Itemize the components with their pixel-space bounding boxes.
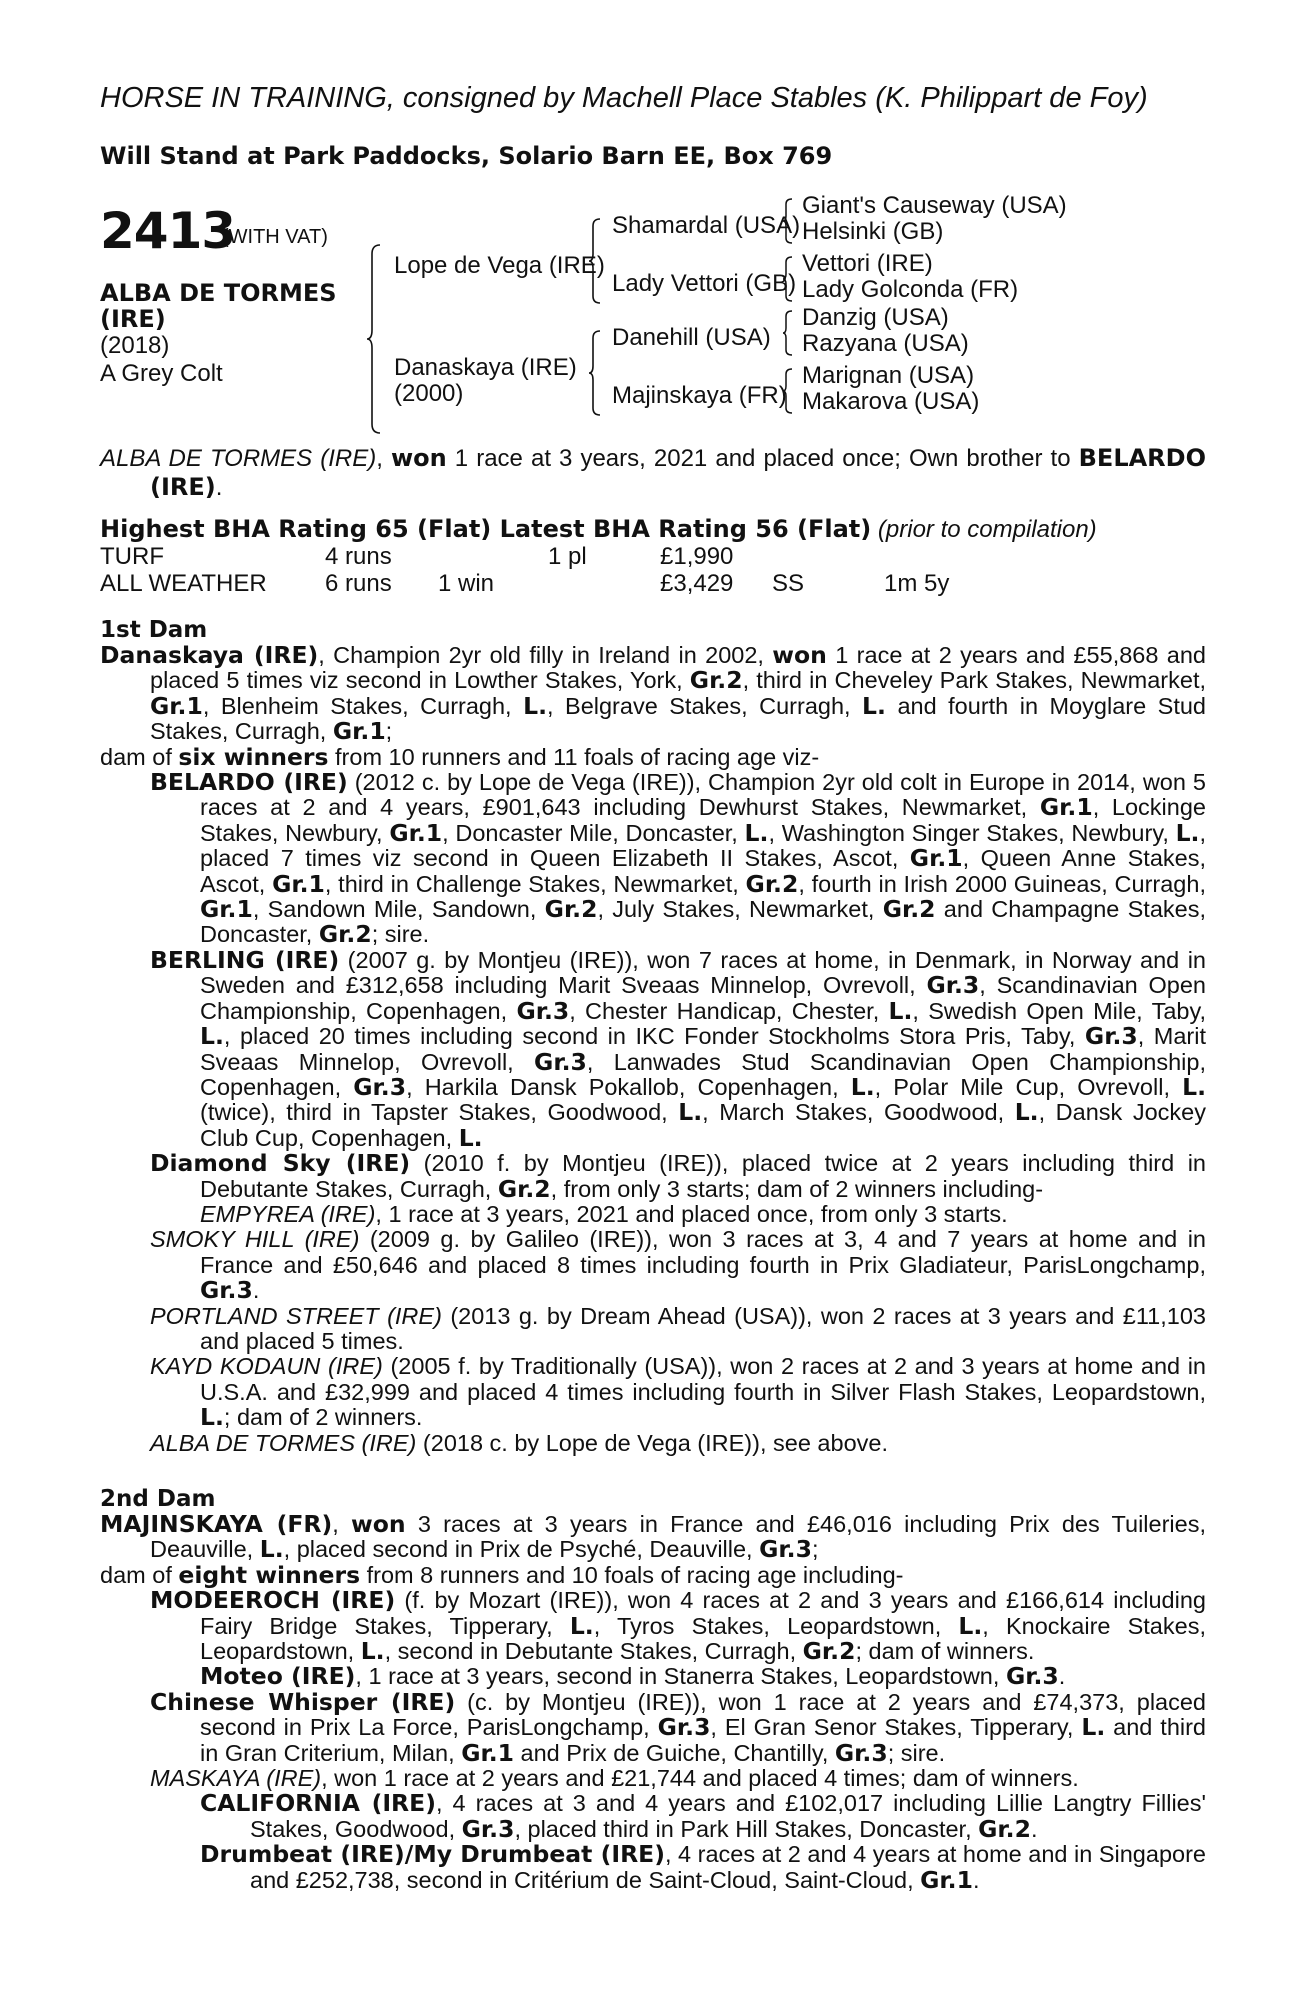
grade: Gr.3	[534, 1047, 587, 1076]
bracket-main	[366, 244, 382, 434]
pedigree-ds: Danehill (USA)	[612, 324, 771, 351]
pedigree-dsd: Razyana (USA)	[802, 330, 969, 357]
bracket-dam	[588, 330, 602, 416]
grade: Gr.2	[318, 920, 372, 949]
winners-count: six winners	[178, 742, 329, 771]
bracket-sire	[588, 218, 602, 304]
grade: Gr.1	[200, 895, 253, 924]
grade: Gr.1	[272, 869, 325, 898]
grade: Gr.2	[978, 1814, 1031, 1843]
intro-paragraph: ALBA DE TORMES (IRE), won 1 race at 3 years, 2021 and placed once; Own brother to BELARDO (IRE).	[100, 444, 1206, 501]
produce-name: MODEEROCH (IRE)	[150, 1586, 396, 1615]
grade: L.	[569, 1611, 594, 1640]
grade: L.	[678, 1098, 703, 1127]
horse-name-line2: (IRE)	[100, 305, 166, 333]
txt: , second in Debutante Stakes, Curragh,	[384, 1638, 803, 1665]
txt: (2007 g. by Montjeu (IRE)), won 7 races at home, in Denmark, in Norway and in Sweden and £312,658 including Marit Sveaas Minnelop, Ovrevoll,	[200, 946, 1206, 999]
intro-horse-name: ALBA DE TORMES (IRE)	[100, 445, 377, 472]
pedigree-sds: Vettori (IRE)	[802, 250, 933, 277]
pedigree-dds: Marignan (USA)	[802, 362, 975, 389]
grade: L.	[850, 1072, 875, 1101]
pedigree-ss: Shamardal (USA)	[612, 212, 801, 239]
txt: and Prix de Guiche, Chantilly,	[514, 1739, 835, 1766]
record-code	[772, 543, 884, 570]
txt: (2005 f. by Traditionally (USA)), won 2 races at 2 and 3 years at home and in U.S.A. and £32,999 and placed 4 times including fourth in Silver Flash Stakes, Leopardstown,	[200, 1353, 1206, 1405]
produce-berling	[100, 945, 1207, 1152]
pedigree-sd: Lady Vettori (GB)	[612, 270, 797, 297]
txt: , Washington Singer Stakes, Newbury,	[768, 819, 1176, 846]
first-dam-paragraph	[100, 643, 1206, 745]
txt: ; sire.	[887, 1739, 946, 1766]
pedigree-sire: Lope de Vega (IRE)	[394, 252, 605, 279]
second-dam-produce-summary	[100, 1560, 1206, 1589]
grade: Gr.1	[920, 1865, 973, 1894]
txt: , third in Challenge Stakes, Newmarket,	[324, 870, 746, 897]
grade: L.	[958, 1611, 983, 1640]
produce-smoky-hill	[100, 1227, 1206, 1303]
txt: , Lockinge Stakes, Newbury,	[200, 794, 1206, 846]
dam-name: MAJINSKAYA (FR)	[100, 1510, 333, 1538]
grade: Gr.3	[516, 996, 570, 1025]
txt: (c. by Montjeu (IRE)), won 1 race at 2 years and £74,373, placed second in Prix La Force, ParisLongchamp,	[200, 1688, 1206, 1741]
txt: , 4 races at 3 and 4 years and £102,017 including Lillie Langtry Fillies' Stakes, Goodwood,	[250, 1790, 1206, 1842]
horse-name	[100, 280, 337, 332]
grade: L.	[360, 1637, 385, 1666]
txt: , placed second in Prix de Psyché, Deauville,	[283, 1536, 760, 1563]
grade: Gr.2	[544, 895, 598, 924]
bracket-ds	[782, 310, 794, 356]
bracket-sd	[782, 256, 794, 302]
record-prize: £1,990	[660, 543, 734, 570]
grade: Gr.2	[802, 1637, 856, 1666]
txt: , Harkila Dansk Pokallob, Copenhagen,	[406, 1073, 851, 1100]
horse-year: (2018)	[100, 332, 170, 359]
pedigree-dd: Majinskaya (FR)	[612, 382, 787, 409]
grade: Gr.3	[1005, 1662, 1059, 1691]
txt: , Lanwades Stud Scandinavian Open Championship, Copenhagen,	[200, 1048, 1206, 1100]
grade: L.	[200, 1022, 224, 1051]
produce-maskaya	[100, 1766, 1206, 1791]
record-dist: 1m 5y	[884, 570, 950, 597]
bracket-ss	[782, 198, 794, 244]
record-runs: 6 runs	[325, 570, 392, 597]
txt: .	[1030, 1815, 1038, 1842]
pedigree-dam: Danaskaya (IRE)	[394, 354, 577, 381]
second-dam-paragraph	[100, 1512, 1206, 1563]
txt: , Sandown Mile, Sandown,	[252, 896, 545, 923]
grade: L.	[1014, 1098, 1039, 1127]
grade: Gr.2	[497, 1174, 551, 1203]
grade: Gr.3	[1084, 1022, 1138, 1051]
txt: , Chester Handicap, Chester,	[569, 997, 889, 1024]
record-code: SS	[772, 570, 805, 597]
won: won	[772, 641, 827, 669]
rating-block	[100, 516, 1206, 597]
first-dam-produce-summary	[100, 742, 1206, 771]
grade: Gr.1	[1039, 793, 1093, 822]
grade: L.	[259, 1535, 284, 1564]
pedigree-dss: Danzig (USA)	[802, 304, 949, 331]
record-wins: 1 win	[438, 570, 495, 597]
pedigree-sss: Giant's Causeway (USA)	[802, 192, 1067, 219]
intro-brother: BELARDO (IRE)	[150, 444, 1206, 501]
rating-note: (prior to compilation)	[877, 516, 1097, 543]
produce-name: Drumbeat (IRE)/My Drumbeat (IRE)	[200, 1840, 665, 1869]
txt: , Tyros Stakes, Leopardstown,	[593, 1612, 959, 1639]
txt: ; sire.	[371, 921, 430, 948]
stand-location: Will Stand at Park Paddocks, Solario Barn EE, Box 769	[100, 142, 833, 170]
pedigree-sdd: Lady Golconda (FR)	[802, 276, 1019, 303]
won: won	[351, 1510, 406, 1538]
record-dist	[884, 543, 949, 570]
record-wins	[438, 543, 548, 570]
txt: , Dansk Jockey Club Cup, Copenhagen,	[200, 1099, 1206, 1151]
txt: (2009 g. by Galileo (IRE)), won 3 races at 3, 4 and 7 years at home and in France and £50,646 and placed 8 times including fourth in Prix Gladiateur, ParisLongchamp,	[200, 1226, 1206, 1278]
record-surface: TURF	[100, 543, 164, 570]
txt: , third in Cheveley Park Stakes, Newmarket,	[742, 667, 1206, 694]
produce-diamond-sky	[100, 1151, 1206, 1227]
grade: L.	[458, 1123, 483, 1152]
txt: from 8 runners and 10 foals of racing age including-	[360, 1561, 904, 1588]
produce-drumbeat	[100, 1842, 1206, 1893]
txt: dam of	[100, 1561, 179, 1588]
txt: ; dam of winners.	[855, 1638, 1035, 1665]
txt: , won 1 race at 2 years and £21,744 and placed 4 times; dam of winners.	[321, 1765, 1079, 1792]
produce-alba-de-tormes	[100, 1431, 1206, 1456]
dam-name: Danaskaya (IRE)	[100, 641, 319, 669]
record-runs: 4 runs	[325, 543, 392, 570]
produce-portland-street	[100, 1304, 1206, 1355]
txt: , El Gran Senor Stakes, Tipperary,	[710, 1714, 1082, 1741]
produce-chinese-whisper	[100, 1687, 1207, 1767]
grade: Gr.3	[353, 1072, 407, 1101]
produce-name: CALIFORNIA (IRE)	[200, 1789, 436, 1818]
grade: Gr.1	[909, 844, 963, 873]
produce-california	[100, 1791, 1206, 1842]
consignor-header: HORSE IN TRAINING, consigned by Machell Place Stables (K. Philippart de Foy)	[100, 82, 1148, 114]
grade: Gr.1	[389, 818, 443, 847]
produce-modeeroch	[100, 1588, 1206, 1664]
txt: ;	[811, 1536, 819, 1563]
txt: , from only 3 starts; dam of 2 winners including-	[550, 1175, 1044, 1202]
lot-number: 2413	[100, 202, 236, 260]
grade: Gr.2	[745, 869, 799, 898]
horse-name-line1: ALBA DE TORMES	[100, 279, 337, 307]
txt: , July Stakes, Newmarket,	[597, 896, 883, 923]
txt: (f. by Mozart (IRE)), won 4 races at 2 and 3 years and £166,614 including Fairy Bridge Stakes, Tipperary,	[200, 1587, 1206, 1639]
intro-end: .	[215, 474, 223, 501]
txt: , Polar Mile Cup, Ovrevoll,	[874, 1073, 1183, 1100]
txt: (2012 c. by Lope de Vega (IRE)), Champion 2yr old colt in Europe in 2014, won 5 races at 2 and 4 years, £901,643 including Dewhurst Stakes, Newmarket,	[200, 769, 1207, 821]
produce-name: BELARDO (IRE)	[150, 768, 348, 797]
produce-name: Diamond Sky (IRE)	[150, 1149, 411, 1178]
txt: 1 race at 2 years and £55,868 and placed 5 times viz second in Lowther Stakes, York,	[150, 642, 1207, 694]
produce-name: PORTLAND STREET (IRE)	[150, 1302, 442, 1329]
produce-belardo	[100, 770, 1206, 948]
record-placed: 1 pl	[548, 543, 587, 570]
winners-count: eight winners	[178, 1560, 361, 1589]
grade: Gr.3	[834, 1738, 888, 1767]
rating-heading: Highest BHA Rating 65 (Flat) Latest BHA Rating 56 (Flat)	[100, 515, 872, 543]
produce-name: EMPYREA (IRE)	[200, 1200, 376, 1227]
txt: and fourth in Moyglare Stud Stakes, Curragh,	[150, 692, 1206, 745]
txt: , Scandinavian Open Championship, Copenhagen,	[200, 972, 1206, 1024]
txt: , fourth in Irish 2000 Guineas, Curragh,	[798, 870, 1206, 897]
pedigree-ssd: Helsinki (GB)	[802, 218, 944, 245]
txt: .	[1058, 1663, 1066, 1690]
grade: Gr.3	[200, 1276, 253, 1305]
pedigree-block	[100, 192, 1206, 434]
txt: ;	[385, 718, 393, 745]
txt: .	[252, 1277, 260, 1304]
race-record-table	[100, 543, 949, 597]
produce-name: KAYD KODAUN (IRE)	[150, 1353, 383, 1380]
txt: (2010 f. by Montjeu (IRE)), placed twice at 2 years including third in Debutante Stakes, Curragh,	[200, 1150, 1206, 1202]
txt: .	[972, 1866, 980, 1893]
txt: , 1 race at 3 years, second in Stanerra Stakes, Leopardstown,	[355, 1663, 1006, 1690]
txt: , Swedish Open Mile, Taby,	[912, 997, 1206, 1024]
grade: L.	[200, 1403, 224, 1432]
grade: Gr.3	[926, 971, 980, 1000]
produce-moteo	[100, 1664, 1206, 1689]
produce-name: ALBA DE TORMES (IRE)	[150, 1429, 417, 1456]
bracket-dd	[782, 368, 794, 414]
txt: , Belgrave Stakes, Curragh,	[547, 692, 863, 719]
txt: , Knockaire Stakes, Leopardstown,	[200, 1612, 1206, 1665]
produce-name: BERLING (IRE)	[150, 945, 340, 974]
produce-name: MASKAYA (IRE)	[150, 1765, 322, 1792]
txt: 3 races at 3 years in France and £46,016 including Prix des Tuileries, Deauville,	[150, 1511, 1206, 1563]
grade: Gr.3	[657, 1713, 711, 1742]
grade: L.	[1175, 818, 1200, 847]
grade: L.	[1182, 1072, 1206, 1101]
grade: L.	[888, 996, 913, 1025]
catalogue-page	[100, 80, 1206, 1893]
txt: , 1 race at 3 years, 2021 and placed once, from only 3 starts.	[375, 1200, 1008, 1227]
txt: and Champagne Stakes, Doncaster,	[200, 896, 1207, 948]
intro-text: 1 race at 3 years, 2021 and placed once; Own brother to	[446, 445, 1079, 472]
txt: ; dam of 2 winners.	[223, 1404, 423, 1431]
txt: , Queen Anne Stakes, Ascot,	[200, 845, 1206, 897]
txt: , Blenheim Stakes, Curragh,	[202, 692, 524, 719]
txt: , placed third in Park Hill Stakes, Doncaster,	[514, 1815, 979, 1842]
produce-name: Moteo (IRE)	[200, 1662, 356, 1691]
txt: (2013 g. by Dream Ahead (USA)), won 2 races at 3 years and £11,103 and placed 5 times.	[200, 1302, 1206, 1354]
txt: (twice), third in Tapster Stakes, Goodwood,	[200, 1099, 679, 1126]
txt: and third in Gran Criterium, Milan,	[200, 1714, 1207, 1766]
pedigree-dam-year: (2000)	[394, 380, 464, 407]
txt: ,	[332, 1511, 352, 1537]
grade: Gr.1	[332, 717, 386, 746]
grade: Gr.1	[150, 691, 203, 720]
record-row-turf	[100, 543, 949, 570]
second-dam-heading: 2nd Dam	[100, 1486, 216, 1512]
record-placed	[548, 570, 660, 597]
txt: dam of	[100, 743, 179, 770]
grade: Gr.2	[689, 666, 743, 695]
txt: , March Stakes, Goodwood,	[702, 1099, 1015, 1126]
grade: L.	[1081, 1713, 1106, 1742]
grade: Gr.2	[882, 895, 936, 924]
pedigree-ddd: Makarova (USA)	[802, 388, 980, 415]
horse-description: A Grey Colt	[100, 360, 223, 387]
intro-won: won	[390, 444, 447, 472]
grade: Gr.3	[759, 1535, 812, 1564]
record-surface: ALL WEATHER	[100, 570, 267, 597]
txt: , placed 7 times viz second in Queen Elizabeth II Stakes, Ascot,	[200, 819, 1206, 872]
grade: L.	[862, 691, 886, 720]
txt: , Doncaster Mile, Doncaster,	[442, 819, 745, 846]
record-prize: £3,429	[660, 570, 734, 597]
txt: , placed 20 times including second in IKC Fonder Stockholms Stora Pris, Taby,	[223, 1023, 1085, 1050]
vat-note: (WITH VAT)	[222, 226, 328, 248]
txt: (2018 c. by Lope de Vega (IRE)), see above.	[416, 1429, 888, 1456]
grade: Gr.1	[461, 1738, 514, 1767]
txt: from 10 runners and 11 foals of racing age viz-	[328, 743, 820, 770]
txt: , Marit Sveaas Minnelop, Ovrevoll,	[200, 1023, 1207, 1075]
txt: , Champion 2yr old filly in Ireland in 2002,	[318, 642, 773, 668]
grade: Gr.3	[461, 1814, 515, 1843]
produce-kayd-kodaun	[100, 1354, 1206, 1430]
first-dam-heading: 1st Dam	[100, 617, 208, 643]
grade: L.	[744, 818, 769, 847]
produce-name: Chinese Whisper (IRE)	[150, 1687, 456, 1716]
record-row-aw	[100, 570, 949, 597]
produce-name: SMOKY HILL (IRE)	[150, 1226, 360, 1253]
grade: L.	[523, 691, 547, 720]
txt: , 4 races at 2 and 4 years at home and in Singapore and £252,738, second in Critérium de Saint-Cloud, Saint-Cloud,	[250, 1841, 1206, 1893]
